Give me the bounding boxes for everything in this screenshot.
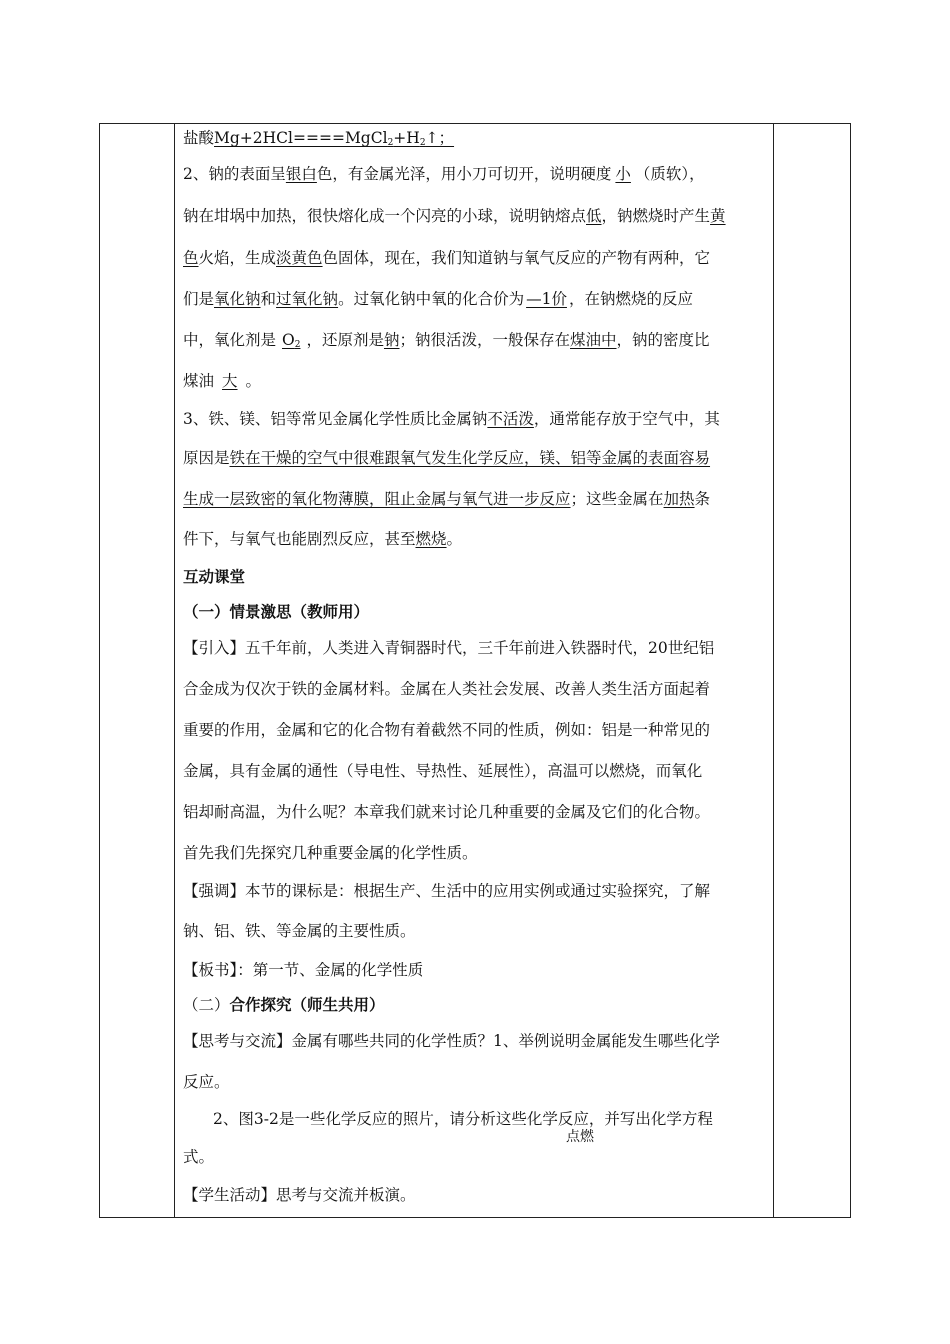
answer-blank: 银白 <box>285 165 317 183</box>
subsection-heading: （一）情景激思（教师用） <box>183 602 370 621</box>
text-line: 合金成为仅次于铁的金属材料。金属在人类社会发展、改善人类生活方面起着 <box>183 680 711 698</box>
text-line: 金属，具有金属的通性（导电性、导热性、延展性），高温可以燃烧，而氧化 <box>183 762 703 780</box>
text-line: 铝却耐高温，为什么呢？本章我们就来讨论几种重要的金属及它们的化合物。 <box>183 803 711 821</box>
text-line <box>183 409 720 429</box>
answer-blank: 铁在干燥的空气中很难跟氧气发生化学反应，镁、铝等金属的表面容易 <box>229 449 711 467</box>
answer-blank: 低 <box>586 207 602 225</box>
answer-blank: 钠 <box>383 331 400 349</box>
text-line <box>183 1031 720 1051</box>
answer-blank: —1价 <box>526 290 567 308</box>
text-line: 反应。 <box>183 1073 230 1091</box>
text-line <box>183 206 726 226</box>
answer-blank: 生成一层致密的氧化物薄膜，阻止金属与氧气进一步反应 <box>183 490 571 508</box>
text: 和 <box>260 290 277 308</box>
text-line: 式。 <box>183 1148 215 1166</box>
text-line <box>183 529 462 549</box>
table-border-top <box>99 123 851 124</box>
text: 思考与交流并板演。 <box>276 1186 416 1204</box>
table-border-col1 <box>174 123 175 1218</box>
text: O <box>282 331 295 349</box>
text: ，在钠燃烧的反应 <box>568 290 693 308</box>
text: 原因是 <box>183 449 230 467</box>
answer-blank: 淡黄色 <box>276 249 323 267</box>
text: 色，有金属光泽，用小刀可切开，说明硬度 <box>316 165 612 183</box>
text: 盐酸 <box>183 129 215 147</box>
text-line: 2、图3-2是一些化学反应的照片，请分析这些化学反应，并写出化学方程 <box>213 1110 713 1128</box>
text-line <box>183 128 454 153</box>
text: Mg+2HCl====MgCl <box>214 129 388 147</box>
text: 。过氧化钠中氧的化合价为 <box>338 290 525 308</box>
text-line <box>183 881 710 901</box>
text: ，钠的密度比 <box>616 331 710 349</box>
text: 本节的课标是：根据生产、生活中的应用实例或通过实验探究，了解 <box>245 882 711 900</box>
text-line <box>183 330 710 355</box>
text: 色固体，现在，我们知道钠与氧气反应的产物有两种，它 <box>322 249 711 267</box>
text: ：第一节、金属的化学性质 <box>237 961 424 979</box>
reaction-condition-annotation: 点燃 <box>566 1129 594 1145</box>
tag-label: 【板书】 <box>183 961 238 979</box>
text-line <box>183 1185 416 1205</box>
text: 中，氧化剂是 <box>183 331 277 349</box>
answer-blank: 大 <box>222 372 238 390</box>
subsection-heading <box>183 995 385 1015</box>
tag-label: 【强调】 <box>183 882 246 900</box>
text: ；钠很活泼，一般保存在 <box>399 331 571 349</box>
equation-mg-hcl <box>214 129 454 147</box>
answer-blank: 色 <box>183 249 199 267</box>
answer-blank: 小 <box>615 165 631 183</box>
text: ，钠燃烧时产生 <box>601 207 711 225</box>
answer-blank: 燃烧 <box>415 530 447 548</box>
answer-blank: 过氧化钠 <box>276 290 339 308</box>
tag-label: 【思考与交流】 <box>183 1032 292 1050</box>
section-heading: 互动课堂 <box>183 567 246 586</box>
text-line <box>183 289 693 309</box>
subscript: 2 <box>419 138 426 148</box>
tag-label: 【引入】 <box>183 639 246 657</box>
subscript: 2 <box>387 138 394 148</box>
text: 。 <box>446 530 463 548</box>
text-line <box>183 448 710 468</box>
text: 五千年前，人类进入青铜器时代，三千年前进入铁器时代，20世纪铝 <box>245 639 715 657</box>
text: 煤油 <box>183 372 215 390</box>
tag-label: 【学生活动】 <box>183 1186 277 1204</box>
table-border-col2 <box>773 123 774 1218</box>
text-line: 首先我们先探究几种重要金属的化学性质。 <box>183 844 478 862</box>
text: 钠在坩埚中加热，很快熔化成一个闪亮的小球，说明钠熔点 <box>183 207 587 225</box>
text: ；这些金属在 <box>570 490 664 508</box>
text-line <box>183 638 714 658</box>
text: 火焰，生成 <box>198 249 277 267</box>
text: 合作探究（师生共用） <box>229 995 385 1014</box>
text-line <box>183 960 423 980</box>
text: 件下，与氧气也能剧烈反应，甚至 <box>183 530 416 548</box>
answer-blank: 加热 <box>663 490 695 508</box>
text-line <box>183 489 710 509</box>
answer-blank: 黄 <box>710 207 726 225</box>
answer-blank: 氧化钠 <box>214 290 261 308</box>
table-border-left <box>99 123 100 1218</box>
text: +H <box>393 129 420 147</box>
text: ，还原剂是 <box>306 331 384 349</box>
text-line: 钠、铝、铁、等金属的主要性质。 <box>183 922 416 940</box>
answer-blank <box>276 331 306 349</box>
text: 。 <box>245 372 262 390</box>
text: （二） <box>183 996 230 1014</box>
text: 们是 <box>183 290 215 308</box>
table-border-bottom <box>99 1217 851 1218</box>
text-line <box>183 164 705 184</box>
text-line <box>183 371 261 391</box>
text-line: 重要的作用，金属和它的化合物有着截然不同的性质，例如：铝是一种常见的 <box>183 721 711 739</box>
subscript: 2 <box>294 340 301 350</box>
text: ，通常能存放于空气中，其 <box>533 410 720 428</box>
text-line <box>183 248 710 268</box>
text: ↑； <box>425 129 455 147</box>
text: （质软）， <box>634 165 705 183</box>
answer-blank: 煤油中 <box>570 331 617 349</box>
text: 3、铁、镁、铝等常见金属化学性质比金属钠 <box>183 410 488 428</box>
text: 条 <box>694 490 711 508</box>
answer-blank: 不活泼 <box>487 410 534 428</box>
text: 金属有哪些共同的化学性质？1、举例说明金属能发生哪些化学 <box>291 1032 720 1050</box>
table-border-right <box>850 123 851 1218</box>
text: 2、钠的表面呈 <box>183 165 286 183</box>
